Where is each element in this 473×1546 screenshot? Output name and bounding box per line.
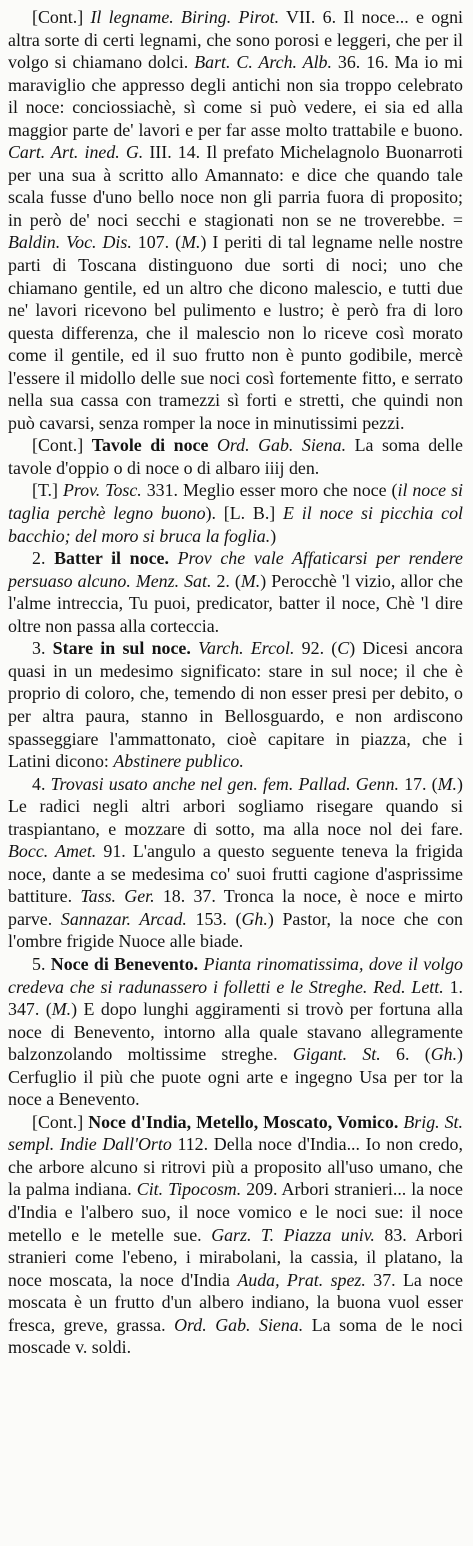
italic-run: Abstinere publico. [113, 751, 244, 772]
text-run: 91. L'angulo a questo seguente teneva la frigida noce, dante a se medesima co' suoi frutti cagione d'asprissime battiture. [8, 841, 464, 907]
italic-run: Trovasi usato anche nel gen. fem. Pallad. Genn. [50, 773, 400, 794]
text-run: 4. [32, 773, 51, 794]
entry-paragraph [8, 637, 463, 772]
text-run: 18. 37. Tronca la noce, è noce e mirto parve. [8, 886, 463, 929]
entry-noce-body [8, 6, 463, 1359]
italic-run: Prov. Tosc. [62, 480, 142, 501]
text-run [191, 638, 198, 658]
italic-run: Cit. Tipocosm. [136, 1179, 242, 1200]
entry-paragraph [8, 953, 463, 1111]
bold-run: Tavole di noce [91, 435, 209, 456]
text-run [208, 435, 217, 455]
text-run: 153. ( [186, 908, 242, 929]
bold-run: Noce d'India, Metello, Moscato, Vomico. [88, 1111, 399, 1132]
bold-run: Stare in sul noce. [52, 638, 191, 659]
bold-run: Noce di Benevento. [50, 953, 199, 974]
italic-run: M. [437, 773, 458, 794]
italic-run: Auda, Prat. spez. [237, 1269, 366, 1290]
text-run: ) Cerfuglio il più che puote ogni arte e ingegno Usa per tor la noce a Benevento. [8, 1044, 464, 1110]
italic-run: Gh. [430, 1044, 458, 1065]
italic-run: M. [240, 570, 261, 591]
text-run: 107. ( [131, 232, 182, 253]
italic-run: Varch. Ercol. [198, 638, 295, 659]
italic-run: Cart. Art. ined. G. [8, 142, 144, 163]
italic-run: Sannazar. Arcad. [60, 908, 187, 929]
text-run [169, 548, 178, 568]
text-run: [Cont.] [32, 435, 92, 456]
bold-run: Batter il noce. [54, 548, 169, 569]
italic-run: Bocc. Amet. [8, 841, 97, 862]
entry-paragraph [8, 479, 463, 547]
entry-paragraph [8, 1111, 463, 1359]
italic-run: Brig. St. sempl. Indie Dall'Orto [8, 1111, 464, 1155]
text-run: ) Pastor, la noce che con l'ombre frigide Nuoce alle biade. [8, 908, 463, 952]
text-run: 3. [32, 638, 53, 659]
italic-run: Prov che vale Affaticarsi per rendere persuaso alcuno. Menz. Sat. [8, 548, 463, 591]
italic-run: Il legname. Biring. Pirot. [90, 7, 280, 27]
italic-run: Ord. Gab. Siena. [216, 435, 347, 456]
italic-run: Gigant. St. [292, 1044, 381, 1065]
text-run: 112. Della noce d'India... Io non credo, che arbore alcuno si ritrovi più a proposito all'uso umano, che la palma indiana. [8, 1134, 463, 1200]
italic-run: Baldin. Voc. Dis. [8, 232, 132, 253]
text-run: 83. Arbori stranieri come l'ebeno, i mirabolani, la cassia, il platano, la noce moscata, la noce d'India [8, 1224, 463, 1290]
entry-paragraph [8, 6, 463, 434]
text-run: 36. 16. Ma io mi maraviglio che appresso degli antichi non sia troppo celebrato il noce: conciossiachè, sì come si può vedere, ei sia ed alla maggior parte de' lavori e per far asse molto trattabile e buono. [8, 52, 464, 140]
text-run: La soma delle tavole d'oppio o di noce o di albaro iiij den. [8, 435, 463, 478]
text-run: III. 14. Il prefato Michelagnolo Buonarroti per una sua à scritto allo Amannato: e dice che quando tale scala fusse d'uno bello noce non gli parria fuora di proposito; in però de' noci secchi e stagionati non se ne troverebbe. = [8, 142, 463, 230]
italic-run: M. [181, 232, 201, 253]
italic-run: il noce si taglia perchè legno buono [8, 480, 464, 524]
italic-run: C [337, 638, 350, 659]
text-run: [Cont.] [32, 1111, 89, 1132]
text-run: ) I periti di tal legname nelle nostre parti di Toscana distinguono due sorti di noci; uno che chiamano gentile, ed un altro che dicono malescio, e tutti due ne' lavori ricevono bel pulimento e lustro; è però fra di loro questa differenza, che il malescio non lo riceve così morato come il gentile, ed il suo frutto non è punto godibile, mercè l'essere il midollo delle sue noci così fortemente fitto, e serrato nella sua cassa con tramezzi sì forti e stretti, che quindi non può cavarsi, senza romper la noce in minutissimi pezzi. [8, 232, 463, 433]
italic-run: Gh. [241, 908, 268, 929]
text-run: [Cont.] [32, 7, 91, 27]
entry-paragraph [8, 434, 463, 479]
italic-run: Ord. Gab. Siena. [174, 1314, 304, 1335]
italic-run: E il noce si picchia col bacchio; del moro si bruca la foglia. [8, 503, 464, 546]
text-run: [T.] [32, 480, 63, 501]
entry-paragraph [8, 773, 463, 953]
text-run: 17. ( [399, 773, 438, 794]
italic-run: Pianta rinomatissima, dove il volgo credeva che si radunassero i folletti e le Streghe. Red. Lett. [8, 953, 464, 997]
text-run: 2. ( [211, 570, 241, 591]
italic-run: Bart. C. Arch. Alb. [194, 52, 332, 73]
italic-run: M. [51, 999, 72, 1020]
text-run: ). [L. B.] [205, 503, 284, 524]
text-run: ) [270, 525, 277, 546]
text-run: 209. Arbori stranieri... la noce d'India e l'albero suo, il noce vomico e le noci sue: il noce metello e le metelle sue. [8, 1179, 463, 1245]
text-run: 37. La noce moscata è un frutto d'un albero indiano, la buona vuol esser fresca, greve, grassa. [8, 1269, 463, 1335]
text-run: 2. [32, 548, 55, 569]
text-run: 5. [32, 953, 51, 974]
italic-run: Garz. T. Piazza univ. [211, 1224, 375, 1245]
text-run: ) E dopo lunghi aggiramenti si trovò per fortuna alla noce di Benevento, intorno alla quale stavano allegramente balzonzolando moltissime streghe. [8, 999, 463, 1065]
text-run: 6. ( [380, 1044, 431, 1065]
text-run: VII. 6. Il noce... e ogni altra sorte di certi legnami, che sono porosi e leggeri, che per il volgo si chiamano dolci. [8, 7, 464, 73]
text-run: 331. Meglio esser moro che noce ( [141, 480, 398, 501]
text-run: 92. ( [294, 638, 338, 659]
italic-run: Tass. Ger. [80, 886, 155, 907]
text-run: La soma de le noci moscade v. soldi. [8, 1314, 463, 1358]
entry-paragraph [8, 547, 463, 637]
text-run: ) Dicesi ancora quasi in un medesimo significato: stare in sul noce; il che è proprio di coloro, che, temendo di non esser presi per debito, o per altra paura, stanno in Bellosguardo, e non ardiscono spasseggiare l'ammattonato, cioè capitare in piazza, che i Latini dicono: [8, 638, 463, 772]
text-run: ) Perocchè 'l vizio, allor che l'alme intreccia, Tu puoi, predicator, batter il noce, Chè 'l dire oltre non passa alla corteccia. [8, 570, 463, 636]
text-run: ) Le radici negli altri arbori sogliamo risegare quando si traspiantano, e mozzare di sotto, ma alla noce nol dei fare. [8, 773, 463, 839]
text-run: 1. 347. ( [8, 976, 463, 1020]
